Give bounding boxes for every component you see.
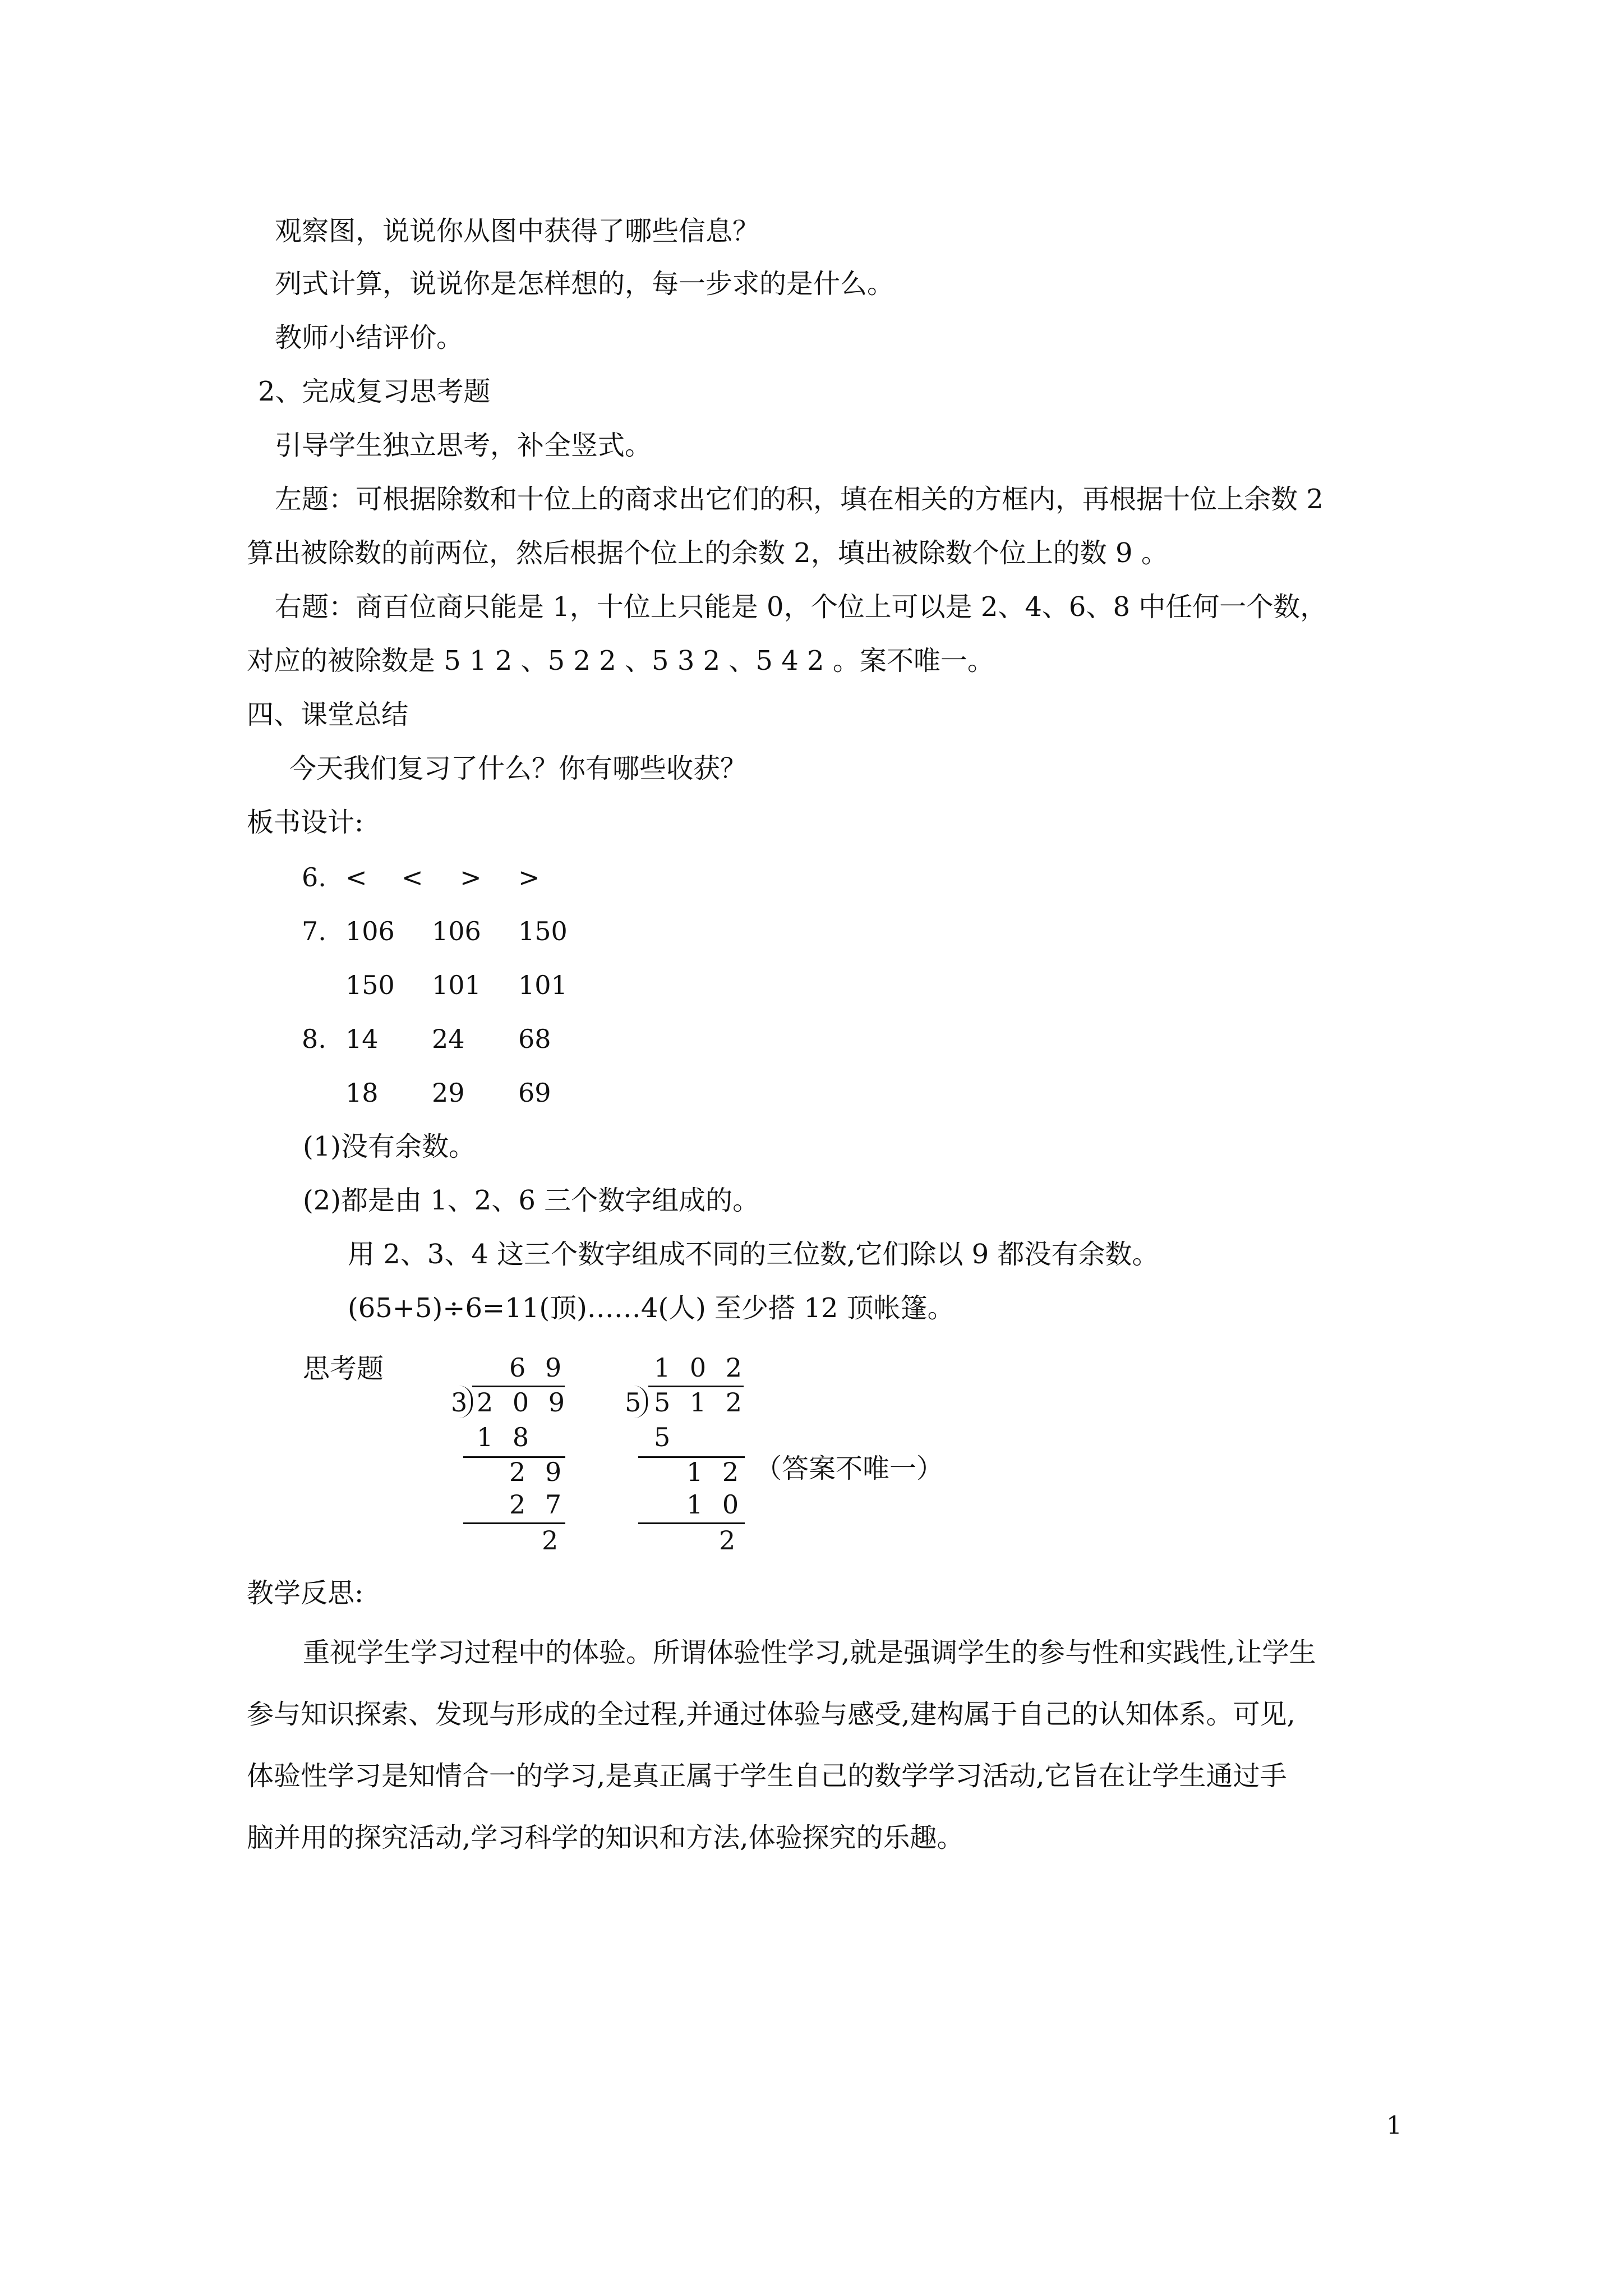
paragraph-right-problem-b: 对应的被除数是 5 1 2 、5 2 2 、5 3 2 、5 4 2 。案不唯一。 bbox=[247, 645, 994, 677]
row7a-cell-2: 106 bbox=[432, 916, 481, 946]
left-step-1: 1 8 bbox=[477, 1422, 535, 1452]
heading-reflection: 教学反思: bbox=[247, 1577, 364, 1609]
row8b-cell-3: 69 bbox=[518, 1078, 551, 1108]
row6-cell-4: > bbox=[518, 862, 540, 892]
row6-cell-2: < bbox=[402, 862, 423, 892]
paragraph-observe: 观察图，说说你从图中获得了哪些信息？ bbox=[275, 215, 760, 247]
left-divisor: 3 bbox=[451, 1387, 473, 1418]
row8b-cell-1: 18 bbox=[345, 1078, 379, 1108]
left-remainder: 2 bbox=[542, 1525, 564, 1556]
row8a-cell-1: 14 bbox=[345, 1024, 379, 1054]
reflection-line-2: 参与知识探索、发现与形成的全过程,并通过体验与感受,建构属于自己的认知体系。可见, bbox=[247, 1699, 1295, 1730]
row7b-cell-2: 101 bbox=[432, 970, 481, 1000]
row6-label: 6. bbox=[302, 862, 326, 892]
left-rule-2 bbox=[463, 1522, 565, 1524]
board-note-4: (65+5)÷6=11(顶)……4(人) 至少搭 12 顶帐篷。 bbox=[348, 1292, 955, 1324]
heading-class-summary: 四、课堂总结 bbox=[247, 699, 409, 730]
right-divisor: 5 bbox=[625, 1387, 647, 1418]
paragraph-today-review: 今天我们复习了什么？你有哪些收获？ bbox=[289, 753, 748, 784]
paragraph-right-problem-a: 右题：商百位商只能是 1，十位上只能是 0，个位上可以是 2、4、6、8 中任何一个数， bbox=[275, 591, 1327, 623]
heading-board-design: 板书设计: bbox=[247, 807, 364, 838]
right-step-1: 5 bbox=[654, 1422, 676, 1452]
row7b-cell-1: 150 bbox=[345, 970, 395, 1000]
row7a-cell-1: 106 bbox=[345, 916, 395, 946]
right-remainder: 2 bbox=[719, 1525, 741, 1556]
right-step-2: 1 2 bbox=[686, 1457, 745, 1487]
reflection-line-3: 体验性学习是知情合一的学习,是真正属于学生自己的数学学习活动,它旨在让学生通过手 bbox=[247, 1760, 1287, 1792]
row7b-cell-3: 101 bbox=[518, 970, 568, 1000]
left-dividend: 2 0 9 bbox=[477, 1387, 571, 1418]
row6-cell-1: < bbox=[345, 862, 367, 892]
row6-cell-3: > bbox=[460, 862, 482, 892]
right-step-3: 1 0 bbox=[686, 1489, 745, 1520]
row8a-cell-2: 24 bbox=[432, 1024, 465, 1054]
left-quotient: 6 9 bbox=[509, 1352, 568, 1383]
reflection-line-4: 脑并用的探究活动,学习科学的知识和方法,体验探究的乐趣。 bbox=[247, 1822, 964, 1853]
right-rule-2 bbox=[638, 1522, 745, 1524]
paragraph-left-problem-a: 左题：可根据除数和十位上的商求出它们的积，填在相关的方框内，再根据十位上余数 2 bbox=[275, 484, 1324, 515]
right-quotient: 1 0 2 bbox=[654, 1352, 748, 1383]
board-note-1: (1)没有余数。 bbox=[303, 1131, 476, 1162]
think-label: 思考题 bbox=[303, 1353, 384, 1384]
row8b-cell-2: 29 bbox=[432, 1078, 465, 1108]
board-note-2: (2)都是由 1、2、6 三个数字组成的。 bbox=[303, 1185, 760, 1216]
left-step-2: 2 9 bbox=[509, 1457, 568, 1487]
right-dividend: 5 1 2 bbox=[654, 1387, 748, 1418]
reflection-line-1: 重视学生学习过程中的体验。所谓体验性学习,就是强调学生的参与性和实践性,让学生 bbox=[303, 1637, 1316, 1668]
row8a-cell-3: 68 bbox=[518, 1024, 551, 1054]
answer-note: （答案不唯一） bbox=[755, 1453, 944, 1484]
row8a-label: 8. bbox=[302, 1024, 326, 1054]
page-number: 1 bbox=[1386, 2111, 1402, 2140]
paragraph-teacher-summary: 教师小结评价。 bbox=[275, 322, 464, 353]
board-note-3: 用 2、3、4 这三个数字组成不同的三位数,它们除以 9 都没有余数。 bbox=[348, 1239, 1159, 1270]
paragraph-left-problem-b: 算出被除数的前两位，然后根据个位上的余数 2，填出被除数个位上的数 9 。 bbox=[247, 537, 1168, 569]
heading-review-questions: 2、完成复习思考题 bbox=[258, 376, 491, 407]
row7a-label: 7. bbox=[302, 916, 326, 946]
row7a-cell-3: 150 bbox=[518, 916, 568, 946]
paragraph-calculate: 列式计算，说说你是怎样想的，每一步求的是什么。 bbox=[275, 268, 895, 300]
paragraph-guide: 引导学生独立思考，补全竖式。 bbox=[275, 430, 652, 461]
left-step-3: 2 7 bbox=[509, 1489, 568, 1520]
